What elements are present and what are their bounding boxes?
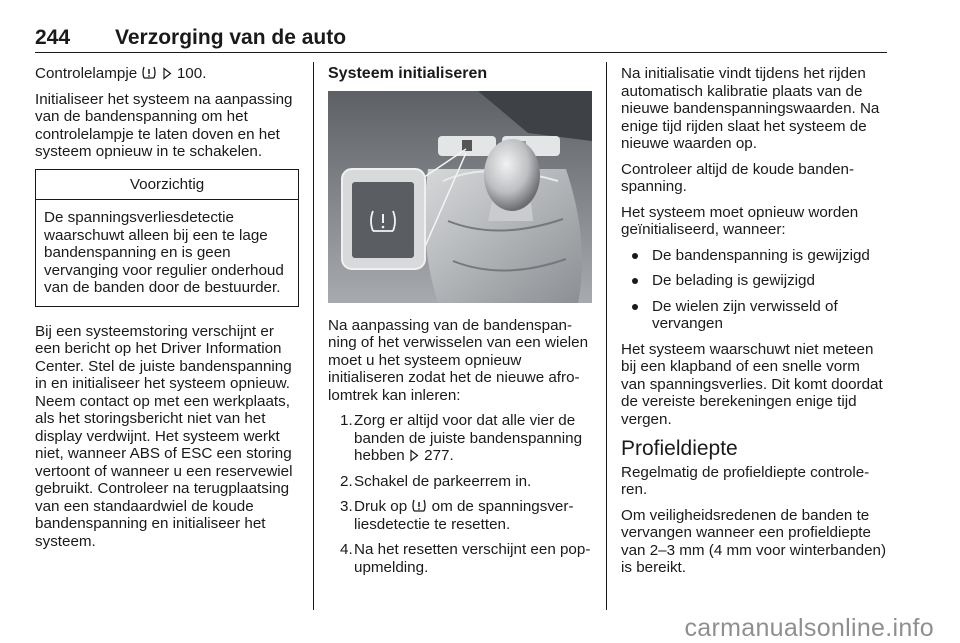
section-title: Verzorging van de auto bbox=[115, 26, 347, 49]
step-number: 1. bbox=[340, 412, 353, 429]
watermark: carmanualsonline.info bbox=[684, 614, 934, 642]
bullet-text: De bandenspanning is gewijzigd bbox=[652, 246, 870, 264]
caution-box bbox=[35, 169, 299, 307]
step-text: Schakel de parkeerrem in. bbox=[354, 472, 532, 490]
page-reference: 277. bbox=[424, 447, 454, 464]
caution-heading: Voorzichtig bbox=[36, 170, 298, 201]
step-number: 2. bbox=[340, 472, 353, 490]
bullet-icon bbox=[632, 278, 638, 284]
list-item bbox=[328, 412, 592, 465]
page-header bbox=[35, 26, 885, 54]
list-item bbox=[328, 541, 592, 576]
section-heading: Profieldiepte bbox=[621, 437, 738, 460]
step-text: Na het resetten verschijnt een pop-upmelding. bbox=[354, 541, 591, 576]
step-text: Zorg er altijd voor dat alle vier de banden de juiste bandenspanning hebben bbox=[354, 412, 583, 464]
column-divider bbox=[606, 62, 607, 610]
console-button-illustration bbox=[328, 91, 592, 303]
page-reference-arrow-icon bbox=[162, 67, 173, 80]
page-reference-arrow-icon bbox=[409, 449, 420, 462]
paragraph: Regelmatig de profieldiepte controleren. bbox=[621, 463, 870, 498]
paragraph: Om veiligheidsredenen de banden te vervangen wanneer een profieldiepte van 2–3 mm (4 mm voor winterbanden) is bereikt. bbox=[621, 506, 887, 576]
list-item bbox=[328, 473, 592, 491]
bullet-text: De belading is gewijzigd bbox=[652, 272, 815, 289]
bullet-icon bbox=[632, 304, 638, 310]
caution-text: De spanningsverliesdetectie waarschuwt alleen bij een te lage bandenspanning en is geen vervanging voor regulier onderhoud van de banden door de bestuurder. bbox=[44, 209, 284, 296]
page-reference: 100. bbox=[176, 65, 207, 82]
paragraph: Na aanpassing van de bandenspanning of het verwisselen van een wielen moet u het systeem opnieuw initialiseren zodat het de nieuwe afrolomtrek kan inleren: bbox=[328, 316, 589, 404]
page-number: 244 bbox=[35, 26, 71, 49]
step-number: 3. bbox=[340, 498, 353, 515]
column-1 bbox=[35, 65, 299, 558]
paragraph: Bij een systeemstoring verschijnt er een bericht op het Driver Information Center. Stel de juiste bandenspanning in en initialiseer het systeem opnieuw. Neem contact op met een werkplaats, als het storingsbericht niet van het display verdwijnt. Het systeem werkt niet, wanneer ABS of ESC een storing vertoont of wanneer u een reservewiel gebruikt. Controleer na terugplaatsing van een standaardwiel de koude bandenspanning en initialiseer het systeem. bbox=[35, 322, 293, 550]
tire-pressure-warning-icon bbox=[141, 65, 157, 80]
header-rule bbox=[35, 52, 887, 53]
column-3 bbox=[621, 65, 887, 585]
warning-lamp-line bbox=[35, 65, 299, 83]
step-number: 4. bbox=[340, 541, 353, 558]
bullet-list bbox=[621, 247, 887, 333]
paragraph: Het systeem moet opnieuw worden geïnitialiseerd, wanneer: bbox=[621, 203, 859, 238]
bullet-icon bbox=[632, 253, 638, 259]
tire-pressure-warning-icon bbox=[411, 498, 427, 513]
list-item bbox=[328, 498, 592, 533]
center-console-image bbox=[328, 91, 592, 303]
step-text: Druk op bbox=[354, 498, 408, 515]
paragraph: Controleer altijd de koude bandenspanning. bbox=[621, 160, 855, 195]
list-item bbox=[621, 298, 887, 333]
steps-list bbox=[328, 412, 592, 576]
paragraph: Het systeem waarschuwt niet meteen bij een klapband of een snelle vorm van spanningsverlies. Dit komt doordat de vereiste berekeningen enige tijd vergen. bbox=[621, 340, 883, 428]
paragraph: Na initialisatie vindt tijdens het rijden automatisch kalibratie plaats van de nieuwe bandenspanningswaarden. Na enige tijd rijden slaat het systeem de nieuwe waarden op. bbox=[621, 65, 880, 152]
lamp-label: Controlelampje bbox=[35, 65, 138, 82]
list-item bbox=[621, 272, 887, 290]
step-text: om de spanningsverliesdetectie te resetten. bbox=[354, 498, 574, 533]
column-2 bbox=[328, 65, 592, 584]
column-divider bbox=[313, 62, 314, 610]
section-heading: Systeem initialiseren bbox=[328, 65, 488, 82]
list-item bbox=[621, 247, 887, 265]
paragraph: Initialiseer het systeem na aanpassing van de bandenspanning om het controlelampje te laten doven en het systeem opnieuw in te schakelen. bbox=[35, 90, 293, 160]
bullet-text: De wielen zijn verwisseld of vervangen bbox=[652, 297, 838, 332]
